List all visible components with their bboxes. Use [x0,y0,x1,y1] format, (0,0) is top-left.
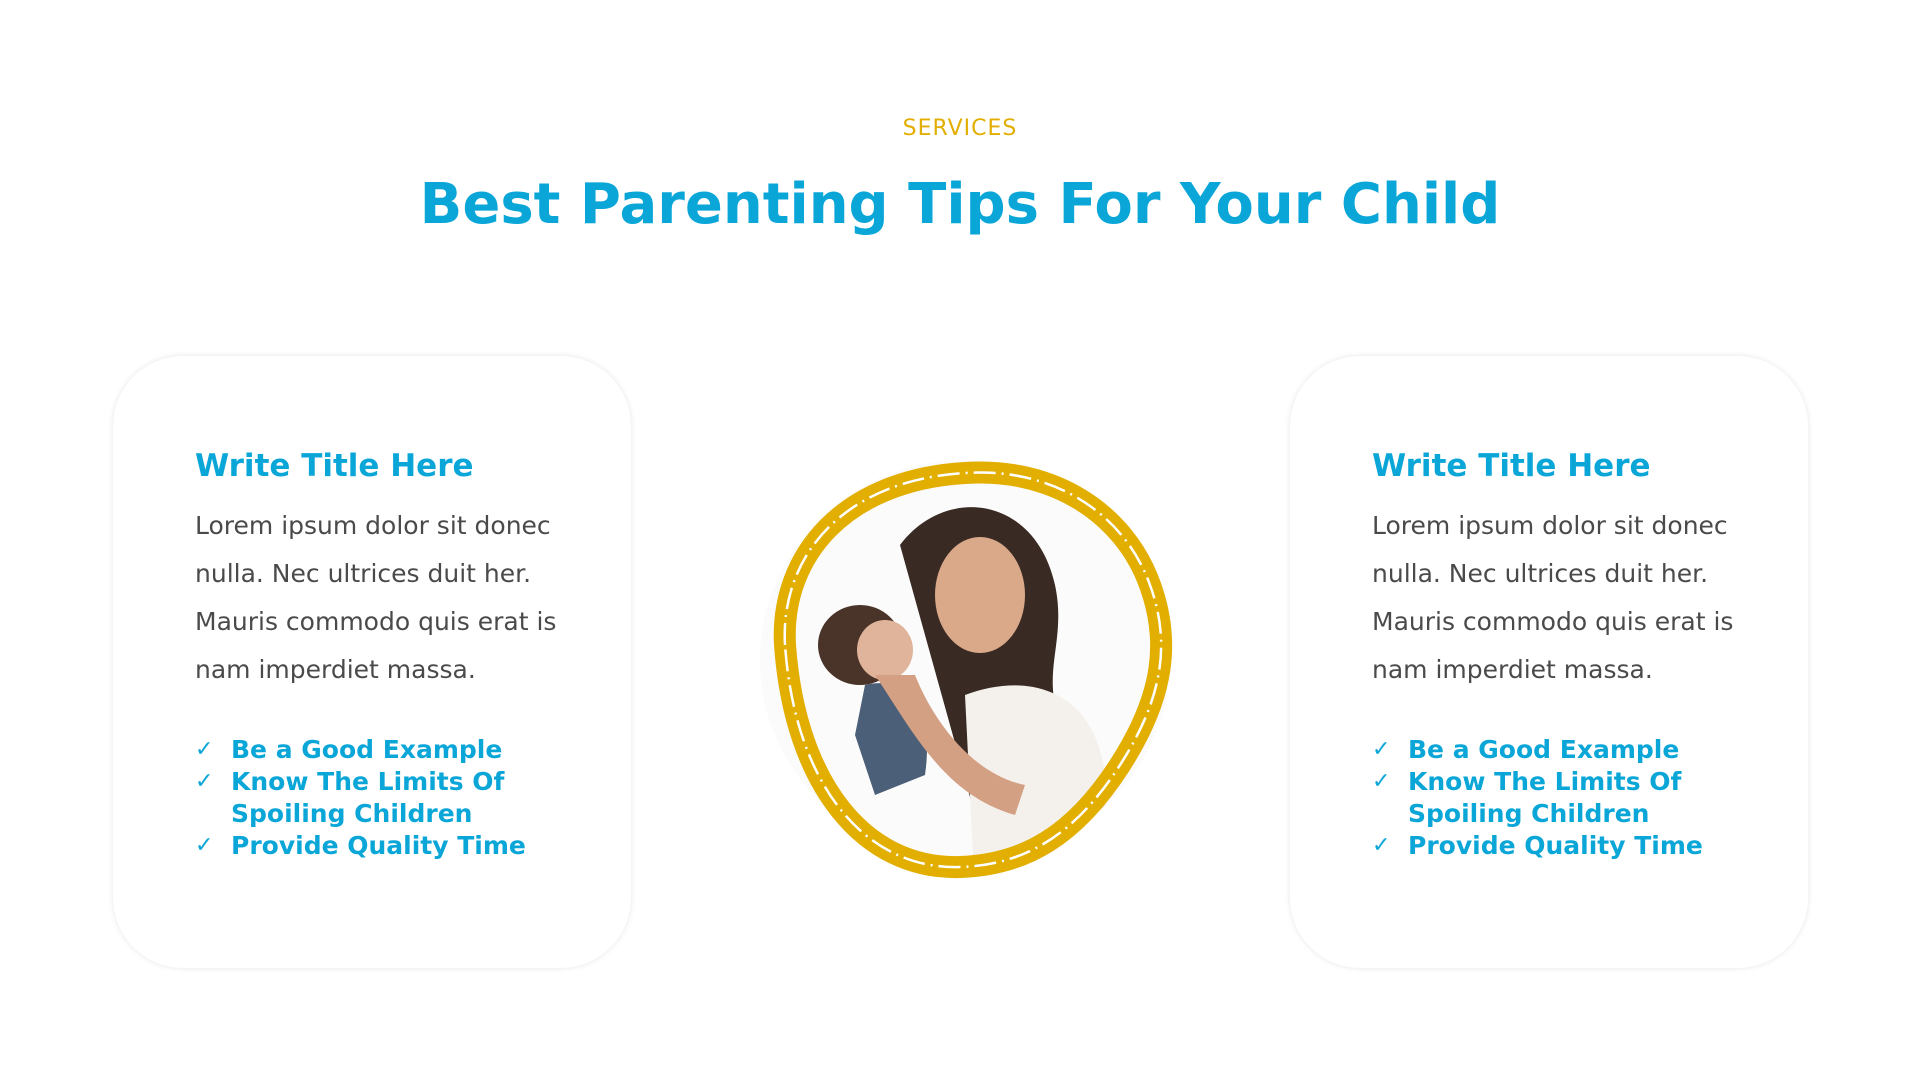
card-body: Lorem ipsum dolor sit donec nulla. Nec ultrices duit her. Mauris commodo quis erat is nam imperdiet massa. [195,511,557,684]
list-item: ✓ Be a Good Example [195,735,503,764]
check-icon: ✓ [1372,769,1391,794]
tips-list [195,734,631,862]
section-eyebrow: SERVICES [902,116,1018,141]
card-body: Lorem ipsum dolor sit donec nulla. Nec ultrices duit her. Mauris commodo quis erat is nam imperdiet massa. [1372,511,1734,684]
mother-baby-photo [725,435,1215,895]
list-item: ✓ Provide Quality Time [1372,831,1703,860]
page-title: Best Parenting Tips For Your Child [419,172,1501,237]
tips-list [1372,734,1808,862]
card-title: Write Title Here [195,448,474,484]
check-icon: ✓ [1372,833,1391,858]
check-icon: ✓ [195,737,214,762]
list-item: ✓ Know The Limits Of Spoiling Children [195,767,505,828]
list-item: ✓ Know The Limits Of Spoiling Children [1372,767,1682,828]
list-item: ✓ Provide Quality Time [195,831,526,860]
check-icon: ✓ [1372,737,1391,762]
check-icon: ✓ [195,833,214,858]
card-title: Write Title Here [1372,448,1651,484]
service-card-right [1290,356,1808,968]
list-item: ✓ Be a Good Example [1372,735,1680,764]
check-icon: ✓ [195,769,214,794]
service-card-left [113,356,631,968]
